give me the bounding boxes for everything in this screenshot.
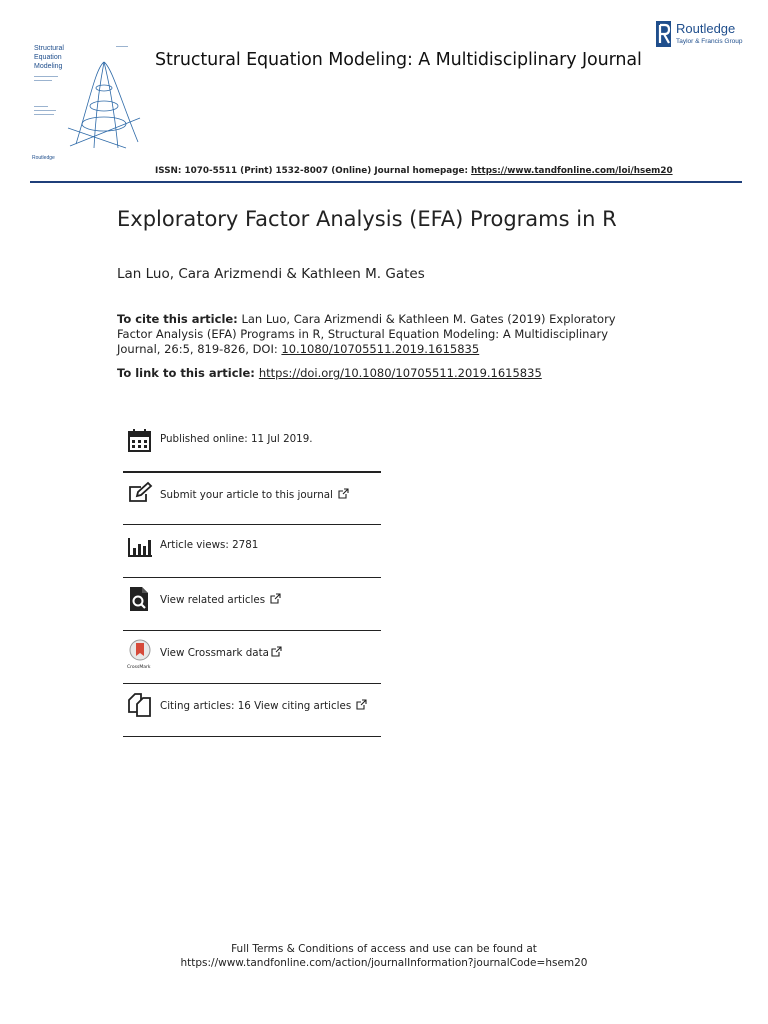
- journal-cover-thumbnail[interactable]: [30, 40, 142, 170]
- cover-publisher: Routledge: [32, 155, 55, 161]
- journal-homepage-link[interactable]: https://www.tandfonline.com/loi/hsem20: [471, 166, 673, 176]
- article-views-item: [123, 525, 381, 577]
- external-link-icon: [270, 593, 281, 604]
- submit-article-link[interactable]: Submit your article to this journal: [160, 488, 349, 501]
- related-articles-item[interactable]: [123, 578, 381, 630]
- calendar-icon: [127, 427, 153, 453]
- published-online-item: [123, 418, 381, 470]
- article-doi-url-link[interactable]: https://doi.org/10.1080/10705511.2019.1615835: [258, 366, 542, 380]
- issn-text: ISSN: 1070-5511 (Print) 1532-8007 (Online) Journal homepage:: [155, 166, 472, 176]
- cover-surface-illustration: [66, 58, 142, 150]
- citing-articles-item[interactable]: [123, 684, 381, 736]
- cite-text: Lan Luo, Cara Arizmendi & Kathleen M. Gates (2019) Exploratory Factor Analysis (EFA) Programs in R, Structural Equation Modeling: A Multidisciplinary Journal, 26:5, 819-826, DOI:: [117, 312, 616, 356]
- citation-block: [117, 312, 647, 357]
- article-title: Exploratory Factor Analysis (EFA) Programs in R: [117, 207, 617, 231]
- article-views-label: Article views: 2781: [160, 539, 259, 551]
- header-divider: [30, 181, 742, 183]
- publisher-logo[interactable]: [655, 20, 750, 52]
- crossmark-caption: CrossMark: [127, 665, 151, 670]
- doi-link[interactable]: 10.1080/10705511.2019.1615835: [281, 342, 480, 356]
- cover-title: Structural Equation Modeling: [34, 45, 64, 70]
- list-divider: [123, 736, 381, 737]
- bar-chart-icon: [127, 534, 153, 560]
- link-label: To link to this article:: [117, 366, 259, 380]
- routledge-r-icon: [655, 20, 673, 48]
- publisher-subtitle: Taylor & Francis Group: [676, 38, 743, 45]
- external-link-icon: [356, 699, 367, 710]
- link-line: [117, 366, 542, 380]
- issn-line: [155, 166, 673, 176]
- footer-terms-text: Full Terms & Conditions of access and use can be found at: [231, 943, 537, 955]
- footer-terms-link[interactable]: https://www.tandfonline.com/action/journalInformation?journalCode=hsem20: [180, 957, 588, 969]
- article-authors: Lan Luo, Cara Arizmendi & Kathleen M. Gates: [117, 266, 425, 282]
- crossmark-item[interactable]: [123, 631, 381, 683]
- published-online-label: Published online: 11 Jul 2019.: [160, 433, 313, 445]
- edit-icon: [127, 481, 153, 507]
- search-document-icon: [127, 586, 153, 612]
- crossmark-link[interactable]: View Crossmark data: [160, 646, 282, 659]
- citing-articles-icon: [127, 692, 153, 718]
- crossmark-icon: [127, 638, 153, 668]
- journal-title[interactable]: Structural Equation Modeling: A Multidisciplinary Journal: [155, 50, 642, 70]
- footer: [0, 942, 768, 970]
- cite-label: To cite this article:: [117, 312, 238, 326]
- external-link-icon: [271, 646, 282, 657]
- submit-article-item[interactable]: [123, 473, 381, 523]
- publisher-name: Routledge: [676, 21, 736, 36]
- citing-articles-link[interactable]: Citing articles: 16 View citing articles: [160, 699, 367, 712]
- related-articles-link[interactable]: View related articles: [160, 593, 281, 606]
- external-link-icon: [338, 488, 349, 499]
